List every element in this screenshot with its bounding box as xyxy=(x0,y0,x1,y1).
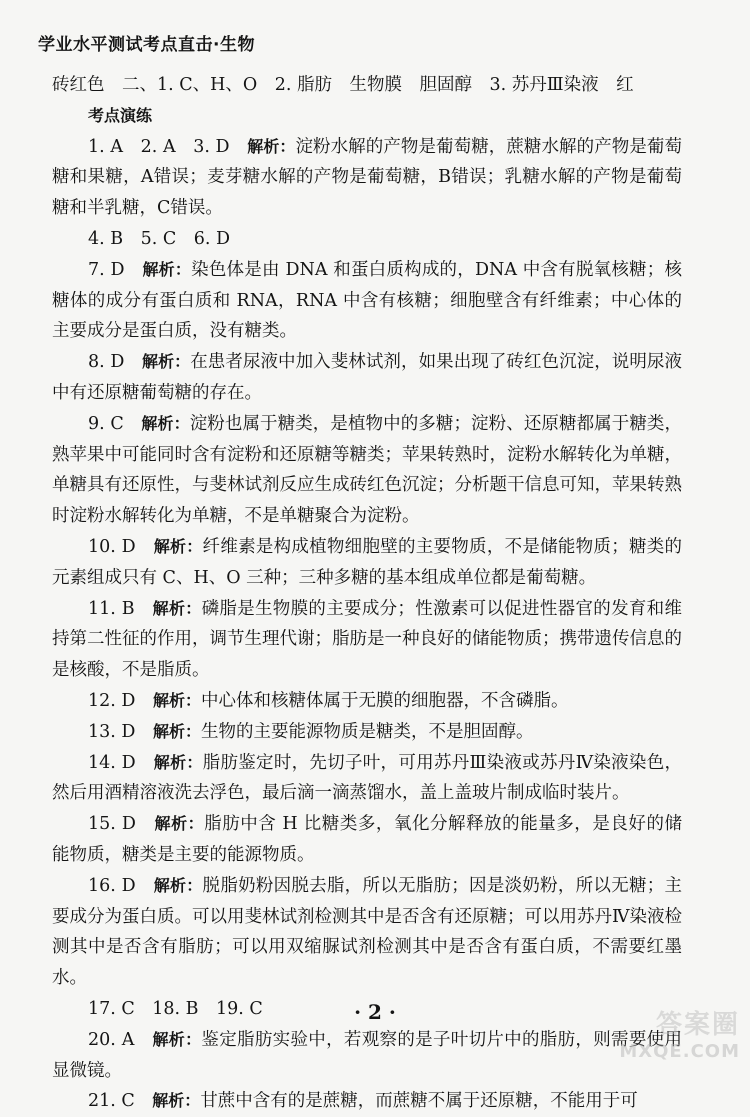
explanation-text: 脂肪中含 H 比糖类多，氧化分解释放的能量多，是良好的储能物质，糖类是主要的能源物质。 xyxy=(52,814,682,865)
explanation-text: 在患者尿液中加入斐林试剂，如果出现了砖红色沉淀，说明尿液中有还原糖葡萄糖的存在。 xyxy=(52,352,682,403)
explanation-text: 淀粉水解的产物是葡萄糖，蔗糖水解的产物是葡萄糖和果糖，A错误；麦芽糖水解的产物是葡萄糖，B错误；乳糖水解的产物是葡萄糖和半乳糖，C错误。 xyxy=(52,136,682,219)
answer-item xyxy=(52,717,682,748)
answer-key: 9. C xyxy=(88,413,142,434)
explanation-label: 解析： xyxy=(153,752,203,772)
answer-item xyxy=(52,532,682,594)
answer-key: 11. B xyxy=(88,598,153,619)
watermark-line2: MXQE.COM xyxy=(619,1041,740,1062)
answer-key: 10. D xyxy=(88,536,154,557)
section-title-text: 考点演练 xyxy=(88,105,153,125)
answer-key: 4. B 5. C 6. D xyxy=(88,228,231,249)
page-number: · 2 · xyxy=(354,1000,396,1024)
answer-item xyxy=(52,809,682,871)
answer-key: 1. A 2. A 3. D xyxy=(88,136,248,157)
answer-item xyxy=(52,594,682,686)
explanation-label: 解析： xyxy=(247,136,296,156)
answer-key: 17. C 18. B 19. C xyxy=(88,998,263,1019)
answer-item xyxy=(52,255,682,347)
answer-item xyxy=(52,871,682,994)
explanation-text: 中心体和核糖体属于无膜的细胞器，不含磷脂。 xyxy=(200,690,569,711)
explanation-text: 磷脂是生物膜的主要成分；性激素可以促进性器官的发育和维持第二性征的作用，调节生理代谢；脂肪是一种良好的储能物质；携带遗传信息的是核酸，不是脂质。 xyxy=(52,598,682,681)
answer-item xyxy=(52,686,682,717)
explanation-label: 解析： xyxy=(152,721,201,741)
answer-key: 14. D xyxy=(88,752,154,773)
explanation-label: 解析： xyxy=(141,413,190,433)
explanation-text: 淀粉也属于糖类，是植物中的多糖；淀粉、还原糖都属于糖类，熟苹果中可能同时含有淀粉和还原糖等糖类；苹果转熟时，淀粉水解转化为单糖，单糖具有还原性，与斐林试剂反应生成砖红色沉淀；分析题干信息可知，苹果转熟时淀粉水解转化为单糖，不是单糖聚合为淀粉。 xyxy=(52,413,682,527)
explanation-label: 解析： xyxy=(152,1091,201,1111)
explanation-label: 解析： xyxy=(154,814,205,834)
answer-item xyxy=(52,1086,682,1117)
explanation-text: 染色体是由 DNA 和蛋白质构成的，DNA 中含有脱氧核糖；核糖体的成分有蛋白质和 RNA，RNA 中含有核糖；细胞壁含有纤维素；中心体的主要成分是蛋白质，没有糖类。 xyxy=(52,259,682,342)
explanation-label: 解析： xyxy=(153,536,203,556)
answer-content xyxy=(52,70,682,1117)
answer-item xyxy=(52,347,682,409)
answer-item xyxy=(52,1025,682,1087)
answer-item xyxy=(52,224,682,255)
answer-key: 16. D xyxy=(88,875,154,896)
answer-key: 7. D xyxy=(88,259,143,280)
answer-key: 21. C xyxy=(88,1091,153,1112)
explanation-label: 解析： xyxy=(142,352,191,372)
answer-key: 8. D xyxy=(88,352,142,373)
explanation-label: 解析： xyxy=(152,598,202,618)
answer-item xyxy=(52,409,682,532)
watermark-logo xyxy=(590,1004,740,1074)
answer-key: 12. D xyxy=(88,690,153,711)
explanation-text: 脱脂奶粉因脱去脂，所以无脂肪；因是淡奶粉，所以无糖；主要成分为蛋白质。可以用斐林试剂检测其中是否含有还原糖；可以用苏丹Ⅳ染液检测其中是否含有脂肪；可以用双缩脲试剂检测其中是否含有蛋白质，不需要红墨水。 xyxy=(52,875,682,989)
explanation-label: 解析： xyxy=(142,259,192,279)
answer-list xyxy=(52,132,682,1117)
explanation-label: 解析： xyxy=(153,875,203,895)
explanation-text: 甘蔗中含有的是蔗糖，而蔗糖不属于还原糖，不能用于可 xyxy=(200,1091,638,1112)
answer-item xyxy=(52,748,682,810)
page-header: 学业水平测试考点直击·生物 xyxy=(38,35,255,55)
explanation-text: 鉴定脂肪实验中，若观察的是子叶切片中的脂肪，则需要使用显微镜。 xyxy=(52,1029,682,1081)
answer-item xyxy=(52,132,682,224)
explanation-label: 解析： xyxy=(152,690,201,710)
explanation-text: 脂肪鉴定时，先切子叶，可用苏丹Ⅲ染液或苏丹Ⅳ染液染色，然后用酒精溶液洗去浮色，最后滴一滴蒸馏水，盖上盖玻片制成临时装片。 xyxy=(52,752,682,804)
answer-key: 20. A xyxy=(88,1029,153,1050)
explanation-text: 纤维素是构成植物细胞壁的主要物质，不是储能物质；糖类的元素组成只有 C、H、O 三种；三种多糖的基本组成单位都是葡萄糖。 xyxy=(52,536,682,588)
intro-line: 砖红色 二、1. C、H、O 2. 脂肪 生物膜 胆固醇 3. 苏丹Ⅲ染液 红 xyxy=(52,75,634,95)
watermark-line1: 答案圈 xyxy=(655,1010,740,1040)
answer-key: 13. D xyxy=(88,721,153,742)
answer-key: 15. D xyxy=(88,814,155,835)
explanation-label: 解析： xyxy=(152,1029,202,1049)
explanation-text: 生物的主要能源物质是糖类，不是胆固醇。 xyxy=(200,721,534,742)
section-title xyxy=(52,101,682,132)
